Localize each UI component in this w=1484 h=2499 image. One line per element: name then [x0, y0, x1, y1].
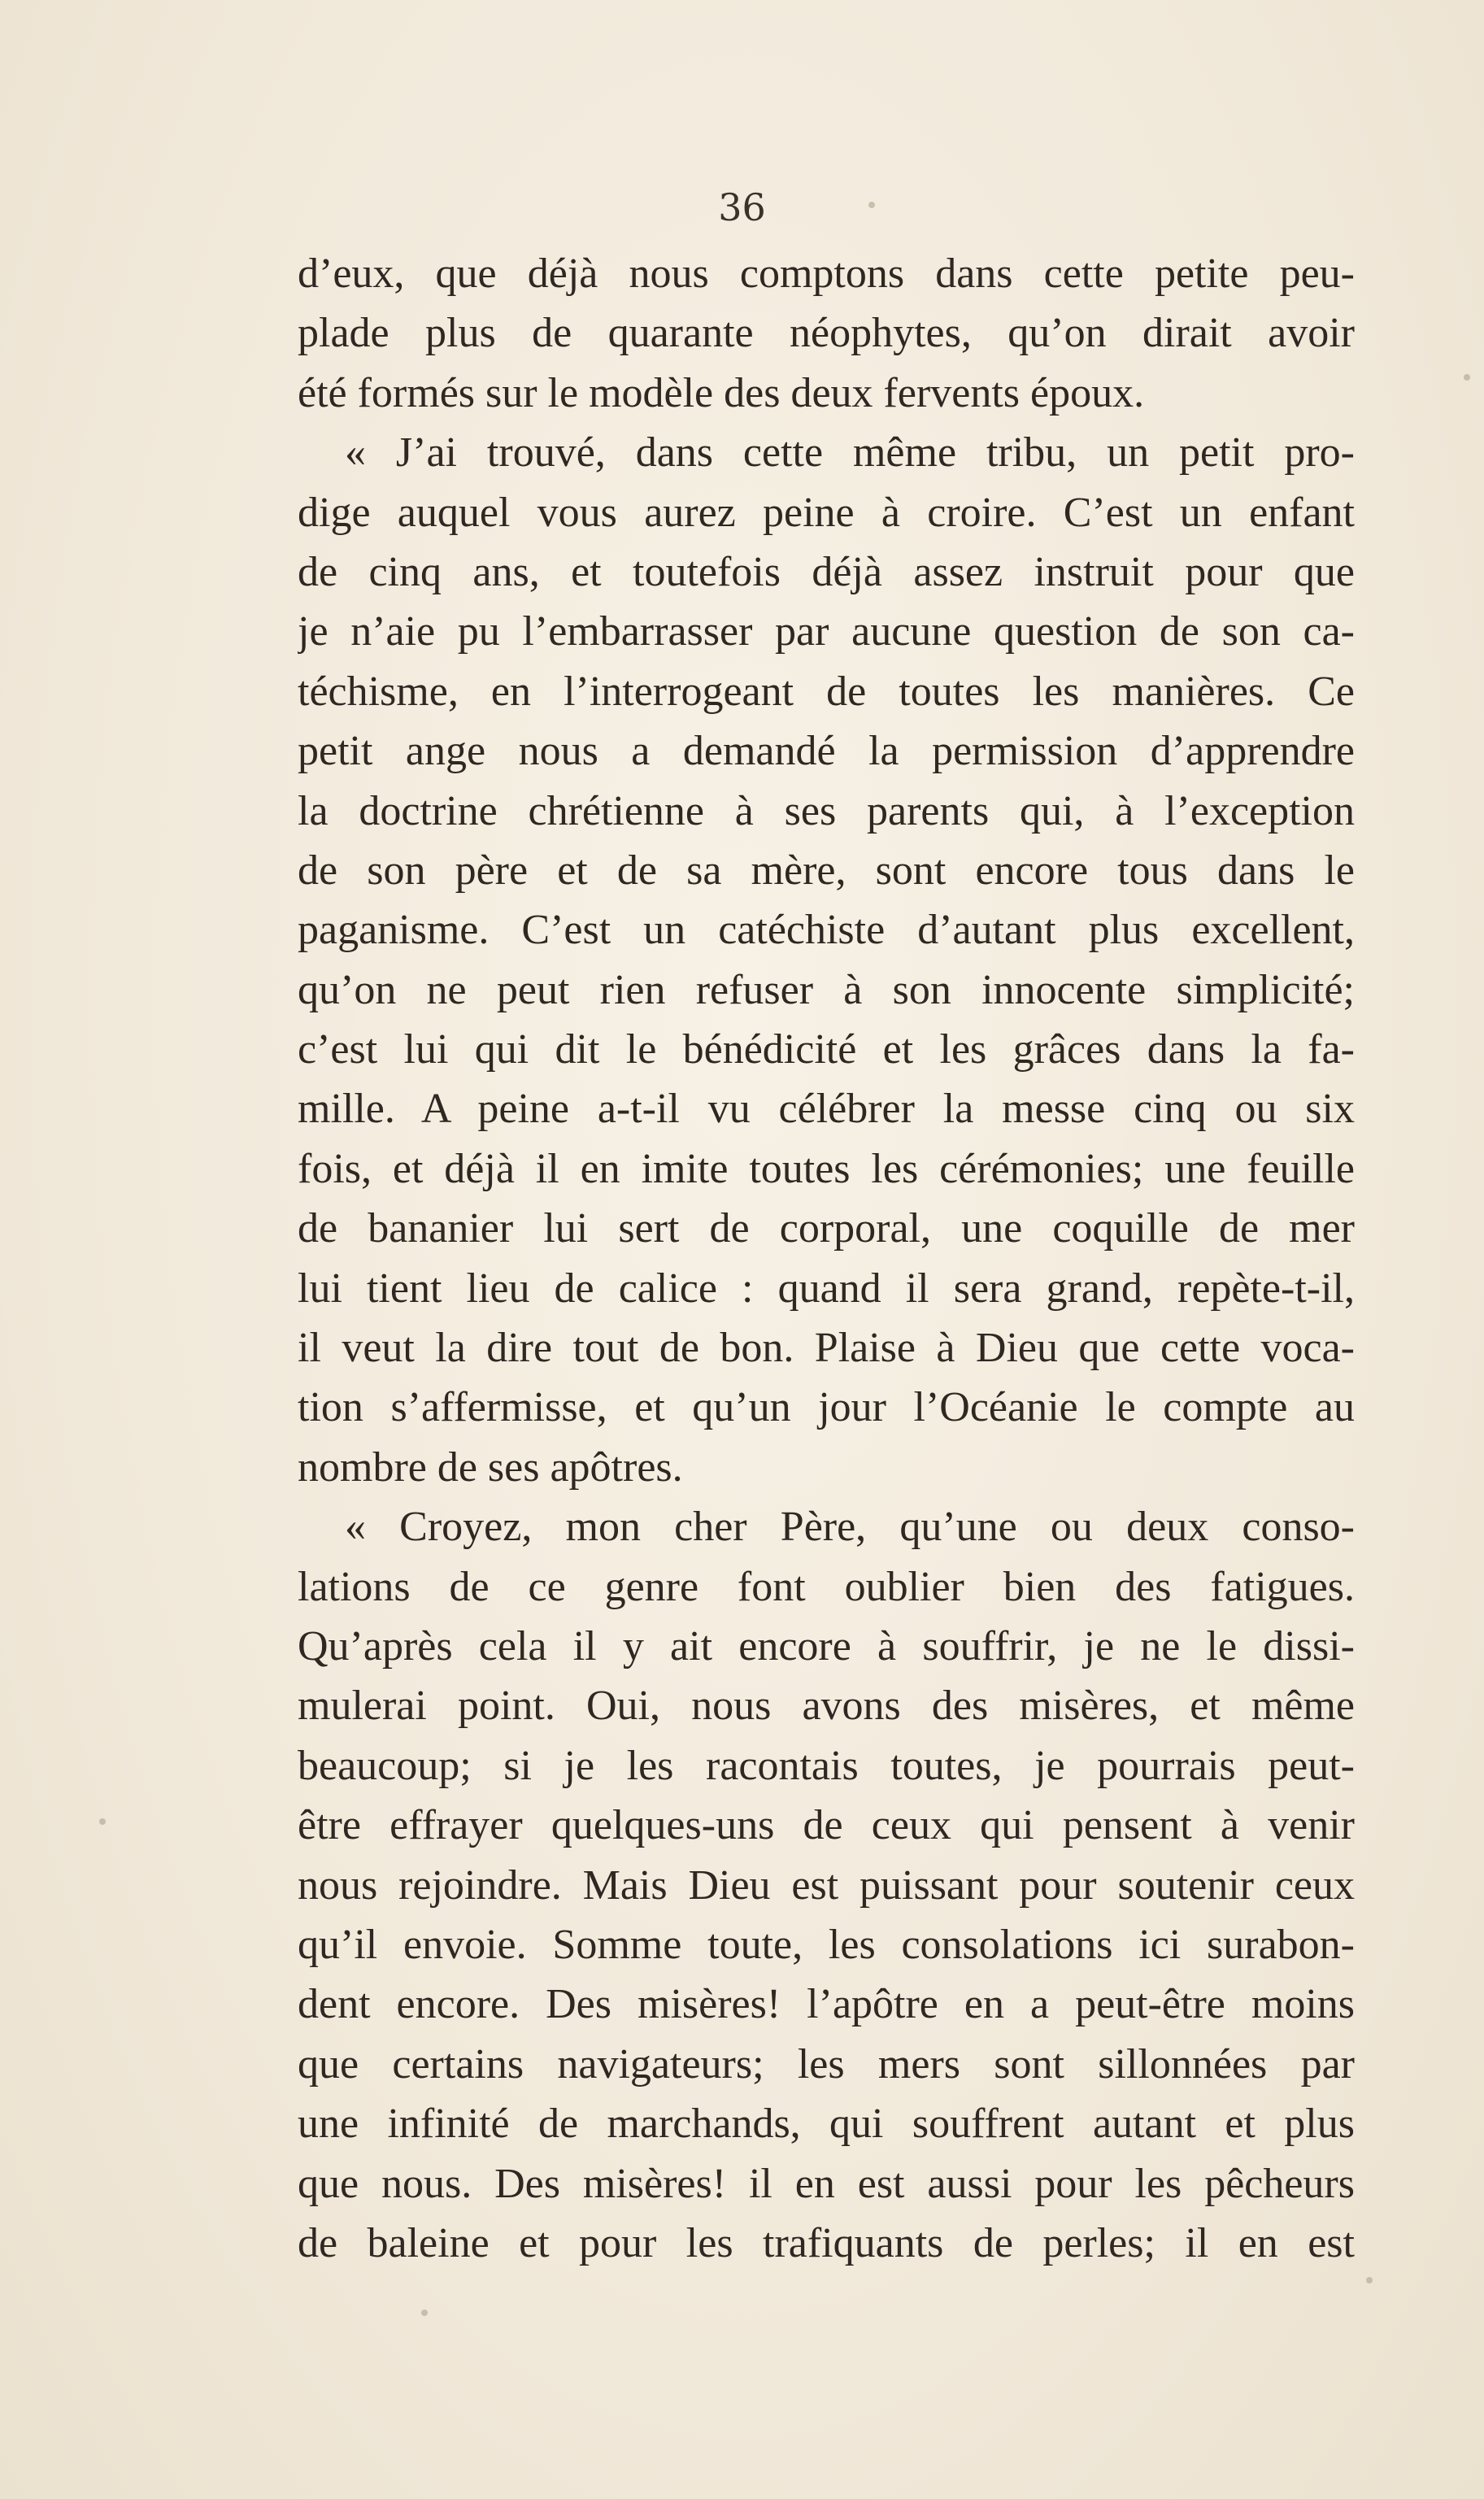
text-line: de son père et de sa mère, sont encore tous dans le	[298, 847, 1355, 894]
text-line: nombre de ses apôtres.	[298, 1443, 683, 1491]
text-line: la doctrine chrétienne à ses parents qui, à l’exception	[298, 787, 1355, 834]
text-line: une infinité de marchands, qui souffrent autant et plus	[298, 2101, 1355, 2148]
text-line: nous rejoindre. Mais Dieu est puissant pour soutenir ceux	[298, 1861, 1355, 1909]
text-line: beaucoup; si je les racontais toutes, je pourrais peut-	[298, 1742, 1355, 1789]
text-line: tion s’affermisse, et qu’un jour l’Océanie le compte au	[298, 1384, 1355, 1431]
text-line: paganisme. C’est un catéchiste d’autant plus excellent,	[298, 907, 1355, 954]
text-line: que certains navigateurs; les mers sont sillonnées par	[298, 2040, 1355, 2088]
text-line: dige auquel vous aurez peine à croire. C’est un enfant	[298, 489, 1355, 536]
paper-speck	[99, 1818, 106, 1825]
paper-speck	[1464, 374, 1470, 381]
text-line: être effrayer quelques-uns de ceux qui pensent à venir	[298, 1802, 1355, 1849]
text-line: été formés sur le modèle des deux fervents époux.	[298, 369, 1145, 416]
page-number: 36	[718, 185, 766, 229]
text-line: de bananier lui sert de corporal, une coquille de mer	[298, 1205, 1355, 1252]
paper-speck	[1366, 2277, 1373, 2283]
text-line: dent encore. Des misères! l’apôtre en a peut-être moins	[298, 1981, 1355, 2028]
text-line: téchisme, en l’interrogeant de toutes les manières. Ce	[298, 668, 1355, 715]
text-line: lations de ce genre font oublier bien des fatigues.	[298, 1563, 1355, 1610]
paper-speck	[868, 202, 875, 208]
text-line: d’eux, que déjà nous comptons dans cette petite peu-	[298, 250, 1355, 297]
text-line: je n’aie pu l’embarrasser par aucune question de son ca-	[298, 608, 1355, 655]
text-line: qu’on ne peut rien refuser à son innocente simplicité;	[298, 966, 1355, 1013]
text-line: Qu’après cela il y ait encore à souffrir, je ne le dissi-	[298, 1622, 1355, 1670]
text-line: fois, et déjà il en imite toutes les cérémonies; une feuille	[298, 1145, 1355, 1192]
text-line: que nous. Des misères! il en est aussi pour les pêcheurs	[298, 2160, 1355, 2207]
paper-speck	[421, 2310, 428, 2316]
text-line: de cinq ans, et toutefois déjà assez instruit pour que	[298, 548, 1355, 595]
text-line: de baleine et pour les trafiquants de perles; il en est	[298, 2219, 1355, 2266]
text-line: qu’il envoie. Somme toute, les consolations ici surabon-	[298, 1921, 1355, 1968]
text-line: petit ange nous a demandé la permission d’apprendre	[298, 728, 1355, 775]
text-line: « J’ai trouvé, dans cette même tribu, un petit pro-	[345, 429, 1355, 477]
page-text	[298, 244, 1355, 2273]
text-line: mille. A peine a-t-il vu célébrer la messe cinq ou six	[298, 1086, 1355, 1133]
text-line: mulerai point. Oui, nous avons des misères, et même	[298, 1683, 1355, 1730]
text-line: il veut la dire tout de bon. Plaise à Dieu que cette voca-	[298, 1325, 1355, 1372]
text-line: c’est lui qui dit le bénédicité et les grâces dans la fa-	[298, 1026, 1355, 1073]
text-line: « Croyez, mon cher Père, qu’une ou deux conso-	[345, 1504, 1355, 1551]
text-line: lui tient lieu de calice : quand il sera grand, repète-t-il,	[298, 1265, 1355, 1312]
text-line: plade plus de quarante néophytes, qu’on dirait avoir	[298, 310, 1355, 357]
